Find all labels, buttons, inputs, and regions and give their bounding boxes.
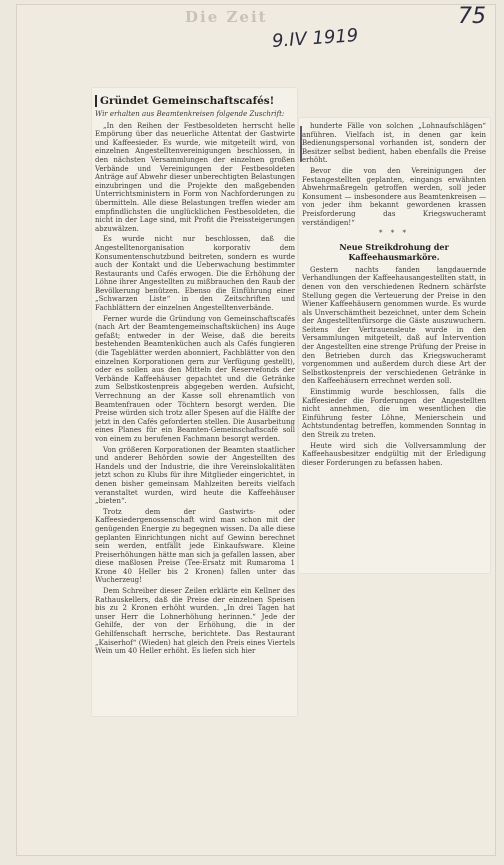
- article-paragraph: Ferner wurde die Gründung von Gemeinschaftscafés (nach Art der Beamtengemeinschaftsküchen) ins Auge gefaßt; entweder in der Weise, daß die bereits bestehenden Beamtenküchen auch als Cafés fungieren (die Tageblätter werden abonniert, Fachblätter von den einzelnen Korporationen gern zur Verfügung gestellt), oder es sollen aus den Mitteln der Reservefonds der Verbände Kaffeehäuser gepachtet und die Getränke zum Selbstkostenpreis abgegeben werden. Aufsicht, Verrechnung an der Kasse soll ehrenamtlich von Beamtenfrauen oder Töchtern besorgt werden. Die Preise würden sich trotz aller Spesen auf die Hälfte der jetzt in den Cafés geforderten stellen. Die Ausarbeitung eines Planes für ein Beamten-Gemeinschaftscafé soll von einem zu berufenen Fachmann besorgt werden.: [95, 314, 295, 443]
- article-column-1: [95, 95, 295, 710]
- section-divider: * * *: [379, 229, 409, 238]
- article-paragraph: Es wurde nicht nur beschlossen, daß die Angestelltenorganisation korporativ dem Konsumentenschutzbund beitreten, sondern es wurde auch der Kontakt und die Ueberwachung bestimmter Restaurants und Cafés erwogen. Die die Erhöhung der Löhne ihrer Angestellten zu mißbrauchen den Raub der Bevölkerung benützen. Ebenso die Einführung einer „Schwarzen Liste“ in den Zeitschriften und Fachblättern der einzelnen Angestelltenverbände.: [95, 235, 295, 313]
- article-paragraph: Dem Schreiber dieser Zeilen erklärte ein Kellner des Rathauskellers, daß die Preise der einzelnen Speisen bis zu 2 Kronen erhöht wurden. „In drei Tagen hat unser Herr die Lohnerhöhung herinnen.“ Jede der Gehilfe, der von der Erhöhung, die in der Gehilfenschaft herrsche, berichtete. Das Restaurant „Kaiserhof“ (Wieden) hat gleich den Preis eines Viertels Wein um 40 Heller erhöht. Es liefen sich hier: [95, 587, 295, 656]
- article-continuation: hunderte Fälle von solchen „Lohnaufschlägen“ anführen. Vielfach ist, in denen gar kein Bedienungspersonal vorhanden ist, sondern der Besitzer selbst bedient, haben ebenfalls die Preise erhöht.: [302, 122, 486, 165]
- article-paragraph: Einstimmig wurde beschlossen, falls die Kaffeesieder die Forderungen der Angestellten nicht annehmen, die im wesentlichen die Einführung fester Löhne, Menierschein und Achtstundentag betreffen, kommenden Sonntag in den Streik zu treten.: [302, 388, 486, 439]
- handwritten-page-number: 75: [458, 4, 486, 29]
- article-paragraph: Heute wird sich die Vollversammlung der Kaffeehausbesitzer endgültig mit der Erledigung dieser Forderungen zu befassen haben.: [302, 441, 486, 467]
- subheadline: Neue Streikdrohung der Kaffeehausmarköre.: [339, 241, 449, 262]
- article-continuation: Bevor die von den Vereinigungen der Festangestellten geplanten, eingangs erwähnten Abwehrmaßregeln getroffen werden, soll jeder Konsument — insbesondere aus Beamtenkreisen — von jeder ihm bekannt gewordenen krassen Preisforderung das Kriegswucheramt verständigen!“: [302, 166, 486, 227]
- article-paragraph: Trotz dem der Gastwirts- oder Kaffeesiedergenossenschaft wird man schon mit der genügenden Energie zu begegnen wissen. Da alle diese geplanten Einrichtungen nicht auf Gewinn berechnet sein werden, entfällt jede Einkaufsware. Kleine Preiserhöhungen hätte man sich ja gefallen lassen, aber diese maßlosen Preise (Tee-Ersatz mit Rumaroma 1 Krone 40 Heller bis 2 Kronen) fallen unter das Wucherzeug!: [95, 507, 295, 585]
- article-paragraph: Von größeren Korporationen der Beamten staatlicher und anderer Behörden sowie der Angestellten des Handels und der Industrie, die ihre Vereinslokalitäten jetzt schon zu Klubs für ihre Mitglieder eingerichtet, in denen bisher gemeinsam Mahlzeiten bereits vielfach veranstaltet wurden, wird heute die Kaffeehäuser „bieten“.: [95, 445, 295, 506]
- handwritten-date: 9.IV 1919: [271, 25, 359, 52]
- article-headline: Gründet Gemeinschaftscafés!: [95, 95, 295, 107]
- masthead: Die Zeit: [185, 8, 268, 26]
- article-paragraph: „In den Reihen der Festbesoldeten herrscht helle Empörung über das neuerliche Attentat der Gastwirte und Kaffeesieder. Es wurde, wie mitgeteilt wird, von einzelnen Angestelltenvereinigungen beschlossen, in den nächsten Versammlungen der einzelnen großen Verbände und Vereinigungen der Festbesoldeten Anträge auf Abwehr dieser unberechtigten Belastungen einzubringen und die Projekte den maßgebenden Unterrichtsministern in Form von Nachforderungen zu übermitteln. Alle diese Belastungen treffen wieder am empfindlichsten die unglücklichen Festbesoldeten, die nicht in der Lage sind, mit Profit die Preissteigerungen abzuwälzen.: [95, 121, 295, 233]
- article-paragraph: Gestern nachts fanden langdauernde Verhandlungen der Kaffeehausangestellten statt, in denen von den verschiedenen Rednern schärfste Stellung gegen die Verteuerung der Preise in den Wiener Kaffeehäusern genommen wurde. Es wurde als Unverschämtheit bezeichnet, unter dem Schein der Angestelltenfürsorge die Gäste auszuwuchern. Seitens der Vertrauensleute wurde in den Versammlungen mitgeteilt, daß auf Intervention der Angestellten eine strenge Prüfung der Preise in den Betrieben durch das Kriegswucheramt vorgenommen und außerdem durch diese Art der Selbstkostenpreis der verschiedenen Getränke in den Kaffeehäusern errechnet werden soll.: [302, 265, 486, 386]
- article-intro: Wir erhalten aus Beamtenkreisen folgende Zuschrift:: [95, 110, 285, 118]
- article-column-2: [302, 122, 486, 567]
